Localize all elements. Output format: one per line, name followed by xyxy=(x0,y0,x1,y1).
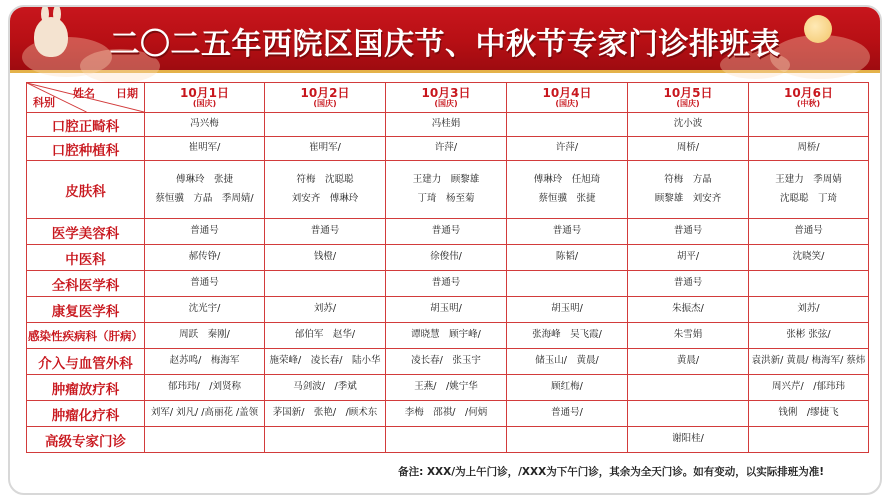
schedule-cell xyxy=(386,349,507,375)
doctor-names: 邰伯军 赵华/ xyxy=(294,329,356,341)
table-row xyxy=(27,137,869,161)
doctor-names: 崔明军/ xyxy=(309,142,341,154)
table-row xyxy=(27,161,869,219)
doctor-names: 周跃 秦刚/ xyxy=(179,329,230,341)
department-cell: 感染性疾病科（肝病） xyxy=(27,323,145,349)
doctor-names: 蔡恒骥 方晶 季周婧/ xyxy=(155,192,254,204)
schedule-cell xyxy=(386,401,507,427)
doctor-names: 施荣峰/ 凌长春/ 陆小华 xyxy=(269,355,381,367)
corner-name-label: 姓名 xyxy=(73,87,95,100)
schedule-cell xyxy=(507,375,628,401)
day-holiday: (中秋) xyxy=(796,98,821,108)
schedule-cell xyxy=(628,161,749,219)
table-row xyxy=(27,401,869,427)
table-row xyxy=(27,297,869,323)
schedule-cell xyxy=(507,349,628,375)
schedule-cell xyxy=(265,271,386,297)
corner-header-cell xyxy=(27,83,145,113)
table-row xyxy=(27,219,869,245)
day-header-1 xyxy=(145,83,265,113)
schedule-cell xyxy=(145,137,265,161)
table-row xyxy=(27,245,869,271)
schedule-cell xyxy=(628,323,749,349)
schedule-cell xyxy=(628,401,749,427)
doctor-names: 朱雪娟 xyxy=(673,329,703,341)
doctor-names: 陈韬/ xyxy=(555,251,579,263)
day-holiday: (国庆) xyxy=(313,98,337,108)
schedule-cell xyxy=(265,219,386,245)
schedule-cell xyxy=(628,427,749,453)
schedule-cell xyxy=(749,113,869,137)
doctor-names: 丁琦 杨至菊 xyxy=(417,192,475,204)
schedule-cell xyxy=(749,245,869,271)
day-header-4 xyxy=(507,83,628,113)
schedule-table xyxy=(26,82,869,453)
schedule-cell xyxy=(507,401,628,427)
doctor-names: 沈小波 xyxy=(673,118,703,130)
doctor-names: 刘安齐 傅琳玲 xyxy=(291,192,359,204)
schedule-cell xyxy=(628,375,749,401)
schedule-cell xyxy=(507,219,628,245)
doctor-names: 周桥/ xyxy=(676,142,700,154)
department-cell: 介入与血管外科 xyxy=(27,349,145,375)
table-row xyxy=(27,349,869,375)
schedule-cell xyxy=(749,161,869,219)
schedule-cell xyxy=(507,137,628,161)
schedule-cell xyxy=(749,375,869,401)
schedule-cell xyxy=(507,113,628,137)
day-date: 10月1日 xyxy=(179,85,230,100)
doctor-names: 马剑波/ /季斌 xyxy=(293,381,357,393)
schedule-cell xyxy=(386,297,507,323)
doctor-names: 崔明军/ xyxy=(188,142,221,154)
schedule-cell xyxy=(386,323,507,349)
doctor-names: 顾红梅/ xyxy=(551,381,583,393)
schedule-cell xyxy=(386,113,507,137)
schedule-cell xyxy=(507,297,628,323)
doctor-names: 沈晓笑/ xyxy=(792,251,825,263)
schedule-cell xyxy=(507,271,628,297)
schedule-cell xyxy=(145,271,265,297)
schedule-cell xyxy=(507,161,628,219)
day-header-6 xyxy=(749,83,869,113)
doctor-names: 沈光宇/ xyxy=(188,303,221,315)
day-date: 10月2日 xyxy=(300,85,350,100)
schedule-cell xyxy=(145,349,265,375)
schedule-cell xyxy=(507,245,628,271)
schedule-poster xyxy=(8,5,882,495)
schedule-cell xyxy=(628,137,749,161)
department-cell: 高级专家门诊 xyxy=(27,427,145,453)
doctor-names: 符梅 沈聪聪 xyxy=(296,174,354,186)
doctor-names: 王燕/ /姚宁华 xyxy=(414,381,478,393)
schedule-cell xyxy=(749,427,869,453)
schedule-cell xyxy=(265,137,386,161)
doctor-names: 许萍/ xyxy=(434,142,458,154)
doctor-names: 许萍/ xyxy=(555,142,579,154)
doctor-names: 蔡恒骥 张捷 xyxy=(538,192,596,204)
doctor-names: 李梅 邵祺/ /何炳 xyxy=(404,407,488,419)
schedule-cell xyxy=(265,349,386,375)
doctor-names: 袁洪新/ 黄晨/ 梅海军/ 蔡炜 xyxy=(751,355,866,367)
doctor-names: 朱振杰/ xyxy=(672,303,704,315)
schedule-cell xyxy=(145,245,265,271)
doctor-names: 普通号 xyxy=(673,225,703,237)
schedule-body xyxy=(27,113,869,453)
schedule-cell xyxy=(265,323,386,349)
doctor-names: 周兴芹/ /郁玮玮 xyxy=(772,381,845,393)
footnote: 备注: XXX/为上午门诊，/XXX为下午门诊，其余为全天门诊。如有变动，以实际排班为准! xyxy=(398,466,824,478)
doctor-names: 周桥/ xyxy=(797,142,820,154)
schedule-cell xyxy=(386,271,507,297)
doctor-names: 王建力 季周婧 xyxy=(775,174,842,186)
doctor-names: 凌长春/ 张玉宇 xyxy=(411,355,481,367)
department-cell: 中医科 xyxy=(27,245,145,271)
schedule-cell xyxy=(386,137,507,161)
corner-dept-label: 科别 xyxy=(33,96,55,109)
department-cell: 皮肤科 xyxy=(27,161,145,219)
doctor-names: 普通号 xyxy=(431,225,461,237)
department-cell: 口腔正畸科 xyxy=(27,113,145,137)
schedule-cell xyxy=(145,323,265,349)
day-header-5 xyxy=(628,83,749,113)
title-banner xyxy=(10,7,880,73)
doctor-names: 普通号 xyxy=(190,277,219,289)
schedule-cell xyxy=(386,375,507,401)
schedule-cell xyxy=(628,113,749,137)
doctor-names: 顾黎雄 刘安齐 xyxy=(654,192,722,204)
day-holiday: (国庆) xyxy=(192,98,217,108)
doctor-names: 郝传铮/ xyxy=(188,251,221,263)
doctor-names: 茅国新/ 张艳/ /顾术东 xyxy=(272,407,378,419)
schedule-cell xyxy=(749,323,869,349)
doctor-names: 普通号 xyxy=(190,225,219,237)
schedule-cell xyxy=(145,297,265,323)
doctor-names: 郁玮玮/ /刘贤称 xyxy=(168,381,241,393)
table-row xyxy=(27,323,869,349)
day-date: 10月5日 xyxy=(663,85,713,100)
day-holiday: (国庆) xyxy=(434,98,458,108)
department-cell: 肿瘤放疗科 xyxy=(27,375,145,401)
doctor-names: 普通号 xyxy=(673,277,703,289)
day-holiday: (国庆) xyxy=(555,98,579,108)
schedule-cell xyxy=(628,349,749,375)
doctor-names: 冯兴梅 xyxy=(190,118,219,130)
doctor-names: 徐俊伟/ xyxy=(430,251,462,263)
doctor-names: 谢阳桂/ xyxy=(672,433,704,445)
doctor-names: 钱俐 /缪捷飞 xyxy=(778,407,839,419)
doctor-names: 张彬 张弦/ xyxy=(786,329,831,341)
corner-date-label: 日期 xyxy=(116,87,138,100)
schedule-cell xyxy=(145,113,265,137)
schedule-cell xyxy=(628,219,749,245)
doctor-names: 谭晓慧 顾宇峰/ xyxy=(411,329,481,341)
doctor-names: 傅琳玲 任旭琦 xyxy=(533,174,601,186)
doctor-names: 普通号/ xyxy=(551,407,583,419)
doctor-names: 普通号 xyxy=(431,277,461,289)
schedule-cell xyxy=(749,297,869,323)
doctor-names: 普通号 xyxy=(310,225,340,237)
schedule-cell xyxy=(749,349,869,375)
schedule-cell xyxy=(386,245,507,271)
doctor-names: 胡玉明/ xyxy=(430,303,462,315)
schedule-cell xyxy=(749,219,869,245)
doctor-names: 钱橙/ xyxy=(313,251,337,263)
day-header-2 xyxy=(265,83,386,113)
doctor-names: 王建力 顾黎雄 xyxy=(412,174,480,186)
schedule-cell xyxy=(749,271,869,297)
schedule-cell xyxy=(265,297,386,323)
doctor-names: 符梅 方晶 xyxy=(664,174,712,186)
table-row xyxy=(27,113,869,137)
day-date: 10月6日 xyxy=(783,85,834,100)
schedule-cell xyxy=(145,375,265,401)
day-header-3 xyxy=(386,83,507,113)
department-cell: 肿瘤化疗科 xyxy=(27,401,145,427)
schedule-cell xyxy=(507,323,628,349)
schedule-cell xyxy=(265,161,386,219)
schedule-cell xyxy=(749,401,869,427)
schedule-cell xyxy=(265,375,386,401)
schedule-cell xyxy=(265,245,386,271)
schedule-cell xyxy=(145,219,265,245)
doctor-names: 刘苏/ xyxy=(313,303,337,315)
doctor-names: 沈聪聪 丁琦 xyxy=(779,192,837,204)
schedule-cell xyxy=(265,427,386,453)
schedule-cell xyxy=(628,297,749,323)
schedule-cell xyxy=(145,161,265,219)
doctor-names: 普通号 xyxy=(794,225,823,237)
department-cell: 口腔种植科 xyxy=(27,137,145,161)
schedule-cell xyxy=(628,245,749,271)
day-holiday: (国庆) xyxy=(676,98,700,108)
doctor-names: 冯桂娟 xyxy=(431,118,461,130)
day-date: 10月4日 xyxy=(542,85,592,100)
department-cell: 医学美容科 xyxy=(27,219,145,245)
doctor-names: 傅琳玲 张捷 xyxy=(175,174,233,186)
table-row xyxy=(27,271,869,297)
doctor-names: 刘军/ 刘凡/ /高丽花 /盖领 xyxy=(150,407,259,419)
day-date: 10月3日 xyxy=(421,85,471,100)
schedule-cell xyxy=(628,271,749,297)
doctor-names: 普通号 xyxy=(552,225,582,237)
doctor-names: 胡平/ xyxy=(676,251,700,263)
table-row xyxy=(27,427,869,453)
doctor-names: 赵苏鸣/ 梅海军 xyxy=(169,355,240,367)
doctor-names: 刘苏/ xyxy=(797,303,820,315)
doctor-names: 张海峰 吴飞霞/ xyxy=(532,329,602,341)
department-cell: 全科医学科 xyxy=(27,271,145,297)
doctor-names: 储玉山/ 黄晨/ xyxy=(535,355,599,367)
department-cell: 康复医学科 xyxy=(27,297,145,323)
schedule-cell xyxy=(386,427,507,453)
schedule-cell xyxy=(265,401,386,427)
schedule-cell xyxy=(507,427,628,453)
schedule-cell xyxy=(145,427,265,453)
doctor-names: 黄晨/ xyxy=(676,355,700,367)
doctor-names: 胡玉明/ xyxy=(551,303,583,315)
schedule-cell xyxy=(749,137,869,161)
schedule-cell xyxy=(386,219,507,245)
schedule-cell xyxy=(145,401,265,427)
header-row xyxy=(27,83,869,113)
schedule-cell xyxy=(386,161,507,219)
table-row xyxy=(27,375,869,401)
schedule-cell xyxy=(265,113,386,137)
page-title: 二〇二五年西院区国庆节、中秋节专家门诊排班表 xyxy=(109,27,781,62)
